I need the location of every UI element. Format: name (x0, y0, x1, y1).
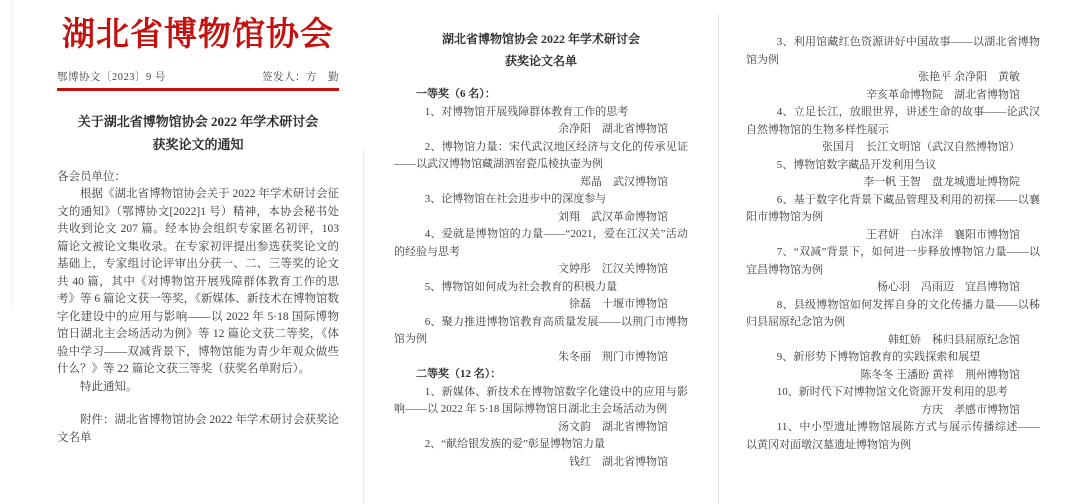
paper-authors: 徐磊 十堰市博物馆 (569, 298, 668, 310)
award-list-page-1 (364, 0, 718, 504)
paper-title: 5、博物馆数字藏品开发利用刍议 (776, 158, 937, 171)
paper-title: 2、“献给银发族的爱”彰显博物馆力量 (424, 438, 606, 450)
paper-authors: 李一帆 王智 盘龙城遗址博物院 (863, 176, 1020, 188)
paper-item (394, 279, 688, 314)
award-blocks-page3 (746, 34, 1040, 454)
award-blocks-page2 (394, 86, 688, 471)
paper-item (394, 436, 688, 471)
paper-item (746, 349, 1040, 384)
document-number-row (57, 69, 339, 84)
paper-authors: 刘翔 武汉革命博物馆 (558, 210, 668, 223)
paper-title: 1、对博物馆开展残障群体教育工作的思考 (424, 105, 629, 118)
paper-item (394, 226, 688, 279)
award-list-title-line1: 湖北省博物馆协会 2022 年学术研讨会 (441, 32, 640, 46)
paper-title: 4、爱就是博物馆的力量——“2021，爱在江汉关”活动的经验与思考 (394, 228, 688, 258)
notice-title-line1: 关于湖北省博物馆协会 2022 年学术研讨会 (77, 113, 319, 129)
paper-title: 4、立足长江，放眼世界，讲述生命的故事——论武汉自然博物馆的生物多样性展示 (746, 106, 1040, 136)
paper-title: 11、中小型遗址博物馆展陈方式与展示传播综述——以黄冈对面墩汉墓遗址博物馆为例 (746, 421, 1040, 451)
paper-title: 6、基于数字化背景下藏品管理及利用的初探——以襄阳市博物馆为例 (746, 193, 1040, 223)
paper-title: 5、博物馆如何成为社会教育的积极力量 (424, 280, 618, 293)
paper-authors: 张艳平 余净阳 黄敏 (918, 71, 1020, 83)
paper-item (746, 419, 1040, 454)
award-list-page-2 (719, 0, 1078, 504)
paper-authors: 杨心羽 冯雨迈 宜昌博物馆 (877, 281, 1020, 293)
notice-paragraph: 根据《湖北省博物馆协会关于 2022 年学术研讨会征文的通知》（鄂博协文[2022]1 号）精神，本协会秘书处共收到论文 207 篇。经本协会组织专家匿名初评，103 篇论文被论文集收录。在专家初评提出参选获奖论文的基础上，专家组讨论评审出分获一、二、三等奖的论文共 40 篇，其中《对博物馆开展残障群体教育工作的思考》等 6 篇论文获一等奖，《新媒体、新技术在博物馆数字化建设中的应用与影响——以 2022 年 5·18 国际博物馆日湖北主会场活动为例》等 12 篇论文获二等奖，《体验中学习——双减背景下，博物馆能为青少年观众做些什么？》等 22 篇论文获三等奖（获奖名单附后）。 (57, 188, 339, 375)
award-section-heading: 一等奖（6 名）： (416, 88, 496, 100)
closing-line: 特此通知。 (80, 380, 138, 393)
paper-authors: 郑晶 武汉博物馆 (580, 175, 668, 188)
paper-item (394, 104, 688, 139)
paper-authors: 余净阳 湖北省博物馆 (558, 123, 668, 135)
award-list-title (394, 28, 688, 72)
document-number: 鄂博协文〔2023〕9 号 (57, 72, 166, 83)
award-list-title-line2: 获奖论文名单 (504, 54, 577, 68)
paper-item (394, 384, 688, 437)
paper-item (746, 34, 1040, 104)
paper-title: 2、博物馆力量：宋代武汉地区经济与文化的传承见证——以武汉博物馆藏湖泗窑瓷瓜棱执壶为例 (394, 140, 688, 170)
paper-authors: 方庆 孝感市博物馆 (921, 403, 1020, 416)
paper-title: 3、论博物馆在社会进步中的深度参与 (424, 193, 607, 205)
paper-authors: 韩虹娇 秭归县屈原纪念馆 (888, 333, 1020, 346)
paper-title: 6、聚力推进博物馆教育高质量发展——以荆门市博物馆为例 (394, 315, 688, 345)
paper-authors: 陈冬冬 王潘盼 黄祥 荆州博物馆 (860, 368, 1020, 381)
paper-item (746, 192, 1040, 245)
paper-authors: 文婷彤 江汉关博物馆 (558, 263, 668, 275)
red-divider-line (57, 88, 339, 91)
paper-title: 3、利用馆藏红色资源讲好中国故事——以湖北省博物馆为例 (746, 36, 1040, 66)
paper-item (394, 191, 688, 226)
paper-item (746, 297, 1040, 350)
notice-page (12, 0, 363, 504)
paper-authors: 钱红 湖北省博物馆 (569, 455, 668, 468)
salutation: 各会员单位： (57, 170, 126, 183)
paper-title: 9、新形势下博物馆教育的实践探索和展望 (776, 351, 981, 363)
attachment-note: 附件：湖北省博物馆协会 2022 年学术研讨会获奖论文名单 (57, 414, 339, 444)
paper-authors: 汤文韵 湖北省博物馆 (558, 420, 668, 433)
paper-authors: 王君妍 白冰洋 襄阳市博物馆 (866, 228, 1020, 241)
paper-title: 8、县级博物馆如何发挥自身的文化传播力量——以秭归县屈原纪念馆为例 (746, 298, 1040, 328)
notice-title (57, 110, 339, 156)
paper-authors: 辛亥革命博物院 湖北省博物馆 (866, 88, 1020, 101)
award-section-heading: 二等奖（12 名）： (416, 368, 502, 380)
paper-item (746, 384, 1040, 419)
paper-title: 1、新媒体、新技术在博物馆数字化建设中的应用与影响——以 2022 年 5·18 国际博物馆日湖北主会场活动为例 (394, 385, 688, 415)
paper-authors: 张国月 长江文明馆（武汉自然博物馆） (822, 141, 1020, 153)
signer-label: 签发人：方 勤 (262, 72, 339, 83)
paper-item (746, 104, 1040, 157)
paper-item (746, 244, 1040, 297)
paper-item (394, 314, 688, 367)
paper-title: 10、新时代下对博物馆文化资源开发利用的思考 (776, 386, 1008, 398)
paper-authors: 朱冬丽 荆门市博物馆 (558, 350, 668, 363)
paper-title: 7、“双减”背景下，如何进一步释放博物馆力量——以宜昌博物馆为例 (746, 246, 1040, 276)
paper-item (394, 139, 688, 192)
notice-title-line2: 获奖论文的通知 (152, 136, 244, 152)
notice-body (57, 169, 339, 448)
association-masthead: 湖北省博物馆协会 (62, 17, 334, 53)
paper-item (746, 157, 1040, 192)
